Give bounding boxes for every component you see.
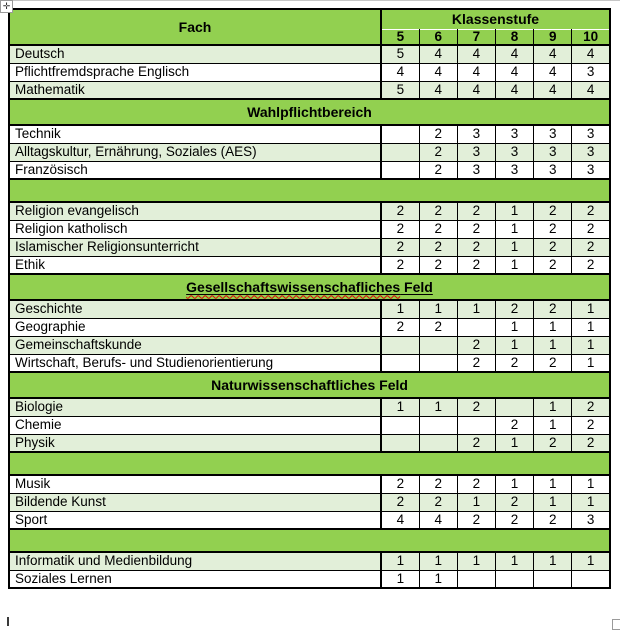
hours-cell[interactable]: 1 bbox=[534, 416, 572, 434]
hours-cell[interactable]: 2 bbox=[572, 398, 610, 416]
table-row bbox=[9, 63, 610, 81]
hours-cell[interactable]: 2 bbox=[381, 475, 419, 493]
table-row bbox=[9, 570, 610, 588]
spacer-row bbox=[9, 529, 610, 552]
table-row bbox=[9, 202, 610, 220]
table-row bbox=[9, 318, 610, 336]
table-resize-handle[interactable] bbox=[612, 619, 620, 630]
hours-cell[interactable]: 2 bbox=[572, 416, 610, 434]
hours-cell[interactable]: 2 bbox=[457, 475, 495, 493]
subject-cell[interactable]: Bildende Kunst bbox=[9, 493, 381, 511]
hours-cell[interactable]: 1 bbox=[495, 202, 533, 220]
subject-cell[interactable]: Mathematik bbox=[9, 81, 381, 99]
hours-cell[interactable]: 2 bbox=[419, 318, 457, 336]
hours-cell[interactable]: 4 bbox=[495, 81, 533, 99]
subject-cell[interactable]: Religion katholisch bbox=[9, 220, 381, 238]
hours-cell[interactable]: 4 bbox=[419, 511, 457, 529]
subject-cell[interactable]: Sport bbox=[9, 511, 381, 529]
hours-cell[interactable]: 1 bbox=[381, 570, 419, 588]
section-header-row bbox=[9, 274, 610, 300]
hours-cell[interactable]: 2 bbox=[534, 434, 572, 452]
hours-cell[interactable]: 2 bbox=[457, 398, 495, 416]
section-header[interactable]: Gesellschaftswissenschafliches Feld bbox=[9, 274, 610, 300]
hours-cell[interactable]: 2 bbox=[381, 238, 419, 256]
hours-cell[interactable]: 2 bbox=[457, 256, 495, 274]
table-row bbox=[9, 416, 610, 434]
hours-cell[interactable] bbox=[381, 143, 419, 161]
hours-cell[interactable]: 1 bbox=[457, 552, 495, 570]
hours-cell[interactable] bbox=[534, 570, 572, 588]
hours-cell[interactable] bbox=[457, 318, 495, 336]
table-row bbox=[9, 81, 610, 99]
hours-cell[interactable]: 1 bbox=[457, 300, 495, 318]
hours-cell[interactable]: 2 bbox=[495, 511, 533, 529]
hours-cell[interactable]: 1 bbox=[495, 238, 533, 256]
hours-cell[interactable] bbox=[495, 398, 533, 416]
hours-cell[interactable]: 1 bbox=[534, 318, 572, 336]
hours-cell[interactable]: 2 bbox=[534, 202, 572, 220]
hours-cell[interactable]: 3 bbox=[457, 161, 495, 179]
hours-cell[interactable]: 2 bbox=[534, 511, 572, 529]
spacer-cell[interactable] bbox=[9, 179, 610, 202]
hours-cell[interactable]: 2 bbox=[457, 336, 495, 354]
hours-cell[interactable]: 3 bbox=[457, 125, 495, 143]
table-row bbox=[9, 475, 610, 493]
hours-cell[interactable] bbox=[572, 570, 610, 588]
hours-cell[interactable]: 1 bbox=[572, 493, 610, 511]
hours-cell[interactable]: 3 bbox=[572, 161, 610, 179]
section-header-row bbox=[9, 99, 610, 125]
hours-cell[interactable]: 2 bbox=[572, 256, 610, 274]
hours-cell[interactable]: 2 bbox=[457, 511, 495, 529]
hours-cell[interactable]: 3 bbox=[572, 63, 610, 81]
header-grade-5[interactable]: 5 bbox=[381, 29, 419, 45]
hours-cell[interactable]: 1 bbox=[534, 336, 572, 354]
hours-cell[interactable]: 2 bbox=[419, 475, 457, 493]
hours-cell[interactable]: 2 bbox=[534, 256, 572, 274]
hours-cell[interactable]: 3 bbox=[572, 143, 610, 161]
hours-cell[interactable] bbox=[419, 336, 457, 354]
subject-cell[interactable]: Biologie bbox=[9, 398, 381, 416]
subject-cell[interactable]: Alltagskultur, Ernährung, Soziales (AES) bbox=[9, 143, 381, 161]
header-row bbox=[9, 9, 610, 29]
spacer-row bbox=[9, 452, 610, 475]
hours-cell[interactable]: 1 bbox=[572, 300, 610, 318]
hours-cell[interactable] bbox=[381, 125, 419, 143]
subject-cell[interactable]: Technik bbox=[9, 125, 381, 143]
hours-cell[interactable] bbox=[419, 354, 457, 372]
header-grade-7[interactable]: 7 bbox=[457, 29, 495, 45]
hours-cell[interactable]: 2 bbox=[495, 416, 533, 434]
hours-cell[interactable]: 3 bbox=[495, 161, 533, 179]
hours-cell[interactable]: 2 bbox=[381, 493, 419, 511]
hours-cell[interactable]: 2 bbox=[419, 256, 457, 274]
hours-cell[interactable]: 1 bbox=[381, 552, 419, 570]
table-row bbox=[9, 300, 610, 318]
hours-cell[interactable] bbox=[381, 434, 419, 452]
hours-cell[interactable] bbox=[457, 416, 495, 434]
hours-cell[interactable]: 3 bbox=[457, 143, 495, 161]
hours-cell[interactable]: 1 bbox=[572, 552, 610, 570]
hours-cell[interactable]: 1 bbox=[381, 398, 419, 416]
hours-cell[interactable]: 2 bbox=[419, 161, 457, 179]
hours-cell[interactable]: 2 bbox=[534, 238, 572, 256]
table-row bbox=[9, 45, 610, 63]
hours-cell[interactable]: 2 bbox=[495, 493, 533, 511]
hours-cell[interactable] bbox=[457, 570, 495, 588]
hours-cell[interactable]: 2 bbox=[381, 220, 419, 238]
hours-cell[interactable]: 4 bbox=[534, 45, 572, 63]
hours-cell[interactable]: 1 bbox=[419, 552, 457, 570]
hours-cell[interactable]: 1 bbox=[495, 318, 533, 336]
hours-cell[interactable]: 4 bbox=[381, 511, 419, 529]
hours-cell[interactable]: 1 bbox=[534, 552, 572, 570]
hours-cell[interactable]: 2 bbox=[457, 220, 495, 238]
hours-cell[interactable]: 4 bbox=[495, 45, 533, 63]
hours-cell[interactable]: 2 bbox=[534, 354, 572, 372]
text-cursor bbox=[7, 617, 9, 626]
hours-cell[interactable]: 2 bbox=[419, 202, 457, 220]
spacer-row bbox=[9, 179, 610, 202]
hours-cell[interactable]: 1 bbox=[495, 256, 533, 274]
hours-cell[interactable]: 1 bbox=[534, 493, 572, 511]
hours-cell[interactable]: 1 bbox=[419, 570, 457, 588]
table-row bbox=[9, 398, 610, 416]
hours-cell[interactable]: 2 bbox=[381, 256, 419, 274]
subject-cell[interactable]: Wirtschaft, Berufs- und Studienorientierung bbox=[9, 354, 381, 372]
hours-cell[interactable]: 1 bbox=[495, 220, 533, 238]
hours-cell[interactable]: 4 bbox=[572, 81, 610, 99]
hours-cell[interactable]: 2 bbox=[572, 220, 610, 238]
hours-cell[interactable]: 2 bbox=[381, 318, 419, 336]
hours-cell[interactable]: 2 bbox=[572, 238, 610, 256]
table-body bbox=[9, 45, 610, 588]
hours-cell[interactable]: 1 bbox=[534, 398, 572, 416]
subject-cell[interactable]: Pflichtfremdsprache Englisch bbox=[9, 63, 381, 81]
hours-cell[interactable]: 2 bbox=[457, 238, 495, 256]
subject-cell[interactable]: Musik bbox=[9, 475, 381, 493]
table-row bbox=[9, 256, 610, 274]
hours-cell[interactable]: 4 bbox=[419, 45, 457, 63]
subject-cell[interactable]: Ethik bbox=[9, 256, 381, 274]
section-header-row bbox=[9, 372, 610, 398]
hours-cell[interactable]: 1 bbox=[419, 300, 457, 318]
header-grade-9[interactable]: 9 bbox=[534, 29, 572, 45]
subject-cell[interactable]: Religion evangelisch bbox=[9, 202, 381, 220]
hours-cell[interactable]: 4 bbox=[419, 63, 457, 81]
table-row bbox=[9, 511, 610, 529]
hours-cell[interactable]: 1 bbox=[572, 318, 610, 336]
hours-cell[interactable]: 2 bbox=[419, 125, 457, 143]
header-grade-10[interactable]: 10 bbox=[572, 29, 610, 45]
table-row bbox=[9, 161, 610, 179]
hours-cell[interactable]: 3 bbox=[572, 511, 610, 529]
hours-cell[interactable]: 1 bbox=[457, 493, 495, 511]
hours-cell[interactable]: 2 bbox=[457, 202, 495, 220]
hours-cell[interactable]: 2 bbox=[495, 354, 533, 372]
table-row bbox=[9, 336, 610, 354]
subject-cell[interactable]: Soziales Lernen bbox=[9, 570, 381, 588]
subject-cell[interactable]: Geographie bbox=[9, 318, 381, 336]
hours-cell[interactable]: 1 bbox=[534, 475, 572, 493]
spacer-cell[interactable] bbox=[9, 529, 610, 552]
hours-cell[interactable]: 2 bbox=[419, 143, 457, 161]
hours-cell[interactable]: 1 bbox=[381, 300, 419, 318]
header-grade-6[interactable]: 6 bbox=[419, 29, 457, 45]
subject-cell[interactable]: Deutsch bbox=[9, 45, 381, 63]
table-row bbox=[9, 434, 610, 452]
spellcheck-marked-word: Gesellschaftswissenschafliches bbox=[186, 278, 401, 295]
stundentafel-table bbox=[8, 8, 611, 589]
hours-cell[interactable] bbox=[381, 161, 419, 179]
subject-cell[interactable]: Gemeinschaftskunde bbox=[9, 336, 381, 354]
page-top-boundary bbox=[13, 0, 620, 1]
hours-cell[interactable] bbox=[381, 336, 419, 354]
table-row bbox=[9, 125, 610, 143]
hours-cell[interactable]: 4 bbox=[572, 45, 610, 63]
table-row bbox=[9, 238, 610, 256]
table-row bbox=[9, 552, 610, 570]
header-grade-8[interactable]: 8 bbox=[495, 29, 533, 45]
table-row bbox=[9, 220, 610, 238]
hours-cell[interactable]: 3 bbox=[495, 125, 533, 143]
hours-cell[interactable] bbox=[495, 570, 533, 588]
section-header[interactable]: Naturwissenschaftliches Feld bbox=[9, 372, 610, 398]
hours-cell[interactable]: 1 bbox=[495, 434, 533, 452]
hours-cell[interactable]: 1 bbox=[572, 336, 610, 354]
hours-cell[interactable]: 4 bbox=[495, 63, 533, 81]
spacer-cell[interactable] bbox=[9, 452, 610, 475]
table-row bbox=[9, 493, 610, 511]
hours-cell[interactable]: 5 bbox=[381, 45, 419, 63]
hours-cell[interactable]: 4 bbox=[534, 81, 572, 99]
hours-cell[interactable]: 4 bbox=[419, 81, 457, 99]
hours-cell[interactable]: 1 bbox=[495, 552, 533, 570]
subject-cell[interactable]: Chemie bbox=[9, 416, 381, 434]
hours-cell[interactable]: 3 bbox=[534, 143, 572, 161]
hours-cell[interactable]: 2 bbox=[495, 300, 533, 318]
hours-cell[interactable]: 1 bbox=[495, 336, 533, 354]
hours-cell[interactable]: 2 bbox=[419, 220, 457, 238]
table-row bbox=[9, 354, 610, 372]
hours-cell[interactable]: 1 bbox=[572, 354, 610, 372]
table-row bbox=[9, 143, 610, 161]
hours-cell[interactable]: 3 bbox=[534, 125, 572, 143]
hours-cell[interactable]: 1 bbox=[495, 475, 533, 493]
hours-cell[interactable]: 3 bbox=[572, 125, 610, 143]
header-klassenstufe[interactable]: Klassenstufe bbox=[381, 9, 610, 29]
hours-cell[interactable]: 2 bbox=[381, 202, 419, 220]
hours-cell[interactable]: 4 bbox=[457, 45, 495, 63]
table-move-handle[interactable] bbox=[0, 0, 13, 13]
move-icon: ✛ bbox=[2, 1, 11, 11]
section-header[interactable]: Wahlpflichtbereich bbox=[9, 99, 610, 125]
hours-cell[interactable] bbox=[381, 416, 419, 434]
header-fach[interactable]: Fach bbox=[9, 9, 381, 45]
hours-cell[interactable]: 3 bbox=[495, 143, 533, 161]
hours-cell[interactable]: 4 bbox=[381, 63, 419, 81]
table-header bbox=[9, 9, 610, 45]
hours-cell[interactable]: 2 bbox=[457, 354, 495, 372]
hours-cell[interactable]: 2 bbox=[572, 434, 610, 452]
hours-cell[interactable]: 5 bbox=[381, 81, 419, 99]
hours-cell[interactable]: 2 bbox=[419, 493, 457, 511]
subject-cell[interactable]: Französisch bbox=[9, 161, 381, 179]
hours-cell[interactable] bbox=[419, 434, 457, 452]
hours-cell[interactable] bbox=[419, 416, 457, 434]
hours-cell[interactable]: 3 bbox=[534, 161, 572, 179]
hours-cell[interactable]: 1 bbox=[572, 475, 610, 493]
subject-cell[interactable]: Physik bbox=[9, 434, 381, 452]
hours-cell[interactable]: 1 bbox=[419, 398, 457, 416]
hours-cell[interactable]: 2 bbox=[457, 434, 495, 452]
hours-cell[interactable]: 4 bbox=[457, 63, 495, 81]
hours-cell[interactable]: 2 bbox=[534, 220, 572, 238]
hours-cell[interactable]: 2 bbox=[572, 202, 610, 220]
hours-cell[interactable]: 4 bbox=[457, 81, 495, 99]
subject-cell[interactable]: Informatik und Medienbildung bbox=[9, 552, 381, 570]
subject-cell[interactable]: Geschichte bbox=[9, 300, 381, 318]
hours-cell[interactable]: 4 bbox=[534, 63, 572, 81]
hours-cell[interactable]: 2 bbox=[419, 238, 457, 256]
hours-cell[interactable] bbox=[381, 354, 419, 372]
hours-cell[interactable]: 2 bbox=[534, 300, 572, 318]
subject-cell[interactable]: Islamischer Religionsunterricht bbox=[9, 238, 381, 256]
